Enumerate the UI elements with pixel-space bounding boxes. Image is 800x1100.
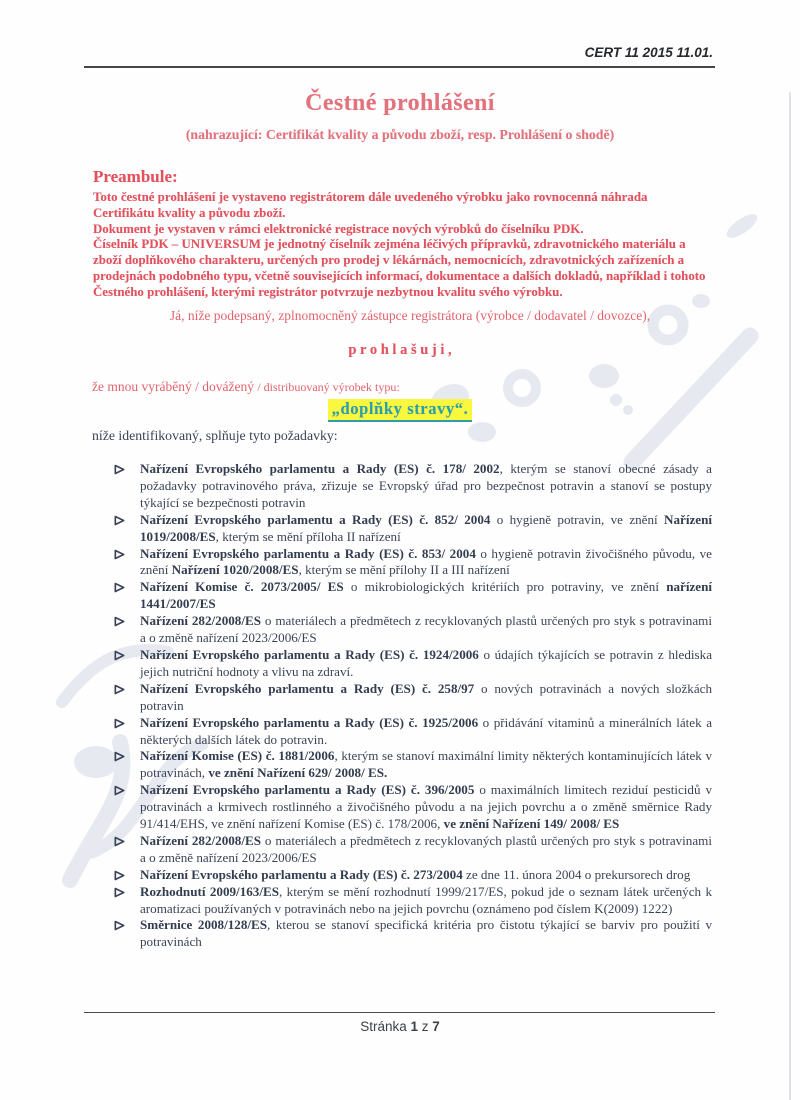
requirement-item bbox=[140, 715, 712, 749]
requirement-item bbox=[140, 884, 712, 918]
arrow-bullet-icon bbox=[114, 549, 125, 560]
arrow-bullet-icon bbox=[114, 616, 125, 627]
page-footer bbox=[0, 1019, 800, 1034]
requirement-text: Nařízení 282/2008/ES o materiálech a předmětech z recyklovaných plastů určených pro styk s potravinami a o změně nařízení 2023/2006/ES bbox=[140, 613, 712, 646]
preamble-paragraph: Číselník PDK – UNIVERSUM je jednotný číselník zejména léčivých přípravků, zdravotnického materiálu a zboží doplňkového charakteru, určených pro prodej v lékárnách, nemocnicích, zdravotnických zařízeních a prodejnách podobného typu, včetně souvisejících informací, dokumentace a dalších dokladů, například i tohoto Čestného prohlášení, kterými registrátor potvrzuje nezbytnou kvalitu svého výrobku. bbox=[93, 237, 706, 299]
document-ref-code: CERT 11 2015 11.01. bbox=[584, 45, 713, 60]
requirement-text: Nařízení Evropského parlamentu a Rady (ES) č. 1924/2006 o údajích týkajících se potravin z hlediska jejich nutriční hodnoty a vlivu na zdraví. bbox=[140, 646, 712, 679]
requirement-text: Nařízení Evropského parlamentu a Rady (ES) č. 1925/2006 o přidávání vitaminů a minerálních látek a některých dalších látek do potravin. bbox=[140, 714, 713, 747]
preamble-body bbox=[93, 190, 711, 301]
requirement-item bbox=[140, 833, 712, 867]
arrow-bullet-icon bbox=[114, 887, 125, 898]
requirement-text: Nařízení 282/2008/ES o materiálech a předmětech z recyklovaných plastů určených pro styk s potravinami a o změně nařízení 2023/2006/ES bbox=[140, 832, 712, 865]
product-type-line bbox=[92, 379, 400, 395]
requirement-text: Nařízení Evropského parlamentu a Rady (ES) č. 396/2005 o maximálních limitech reziduí pesticidů v potravinách a krmivech rostlinného a živočišného původu a na jejich povrchu a o změně směrnice Rady 91/414/EHS, ve znění nařízení Komise (ES) č. 178/2006, ve znění Nařízení 149/ 2008/ ES bbox=[140, 782, 712, 832]
requirement-text: Nařízení Evropského parlamentu a Rady (ES) č. 853/ 2004 o hygieně potravin živočišného původu, ve znění Nařízení 1020/2008/ES, kterým se mění přílohy II a III nařízení bbox=[140, 545, 712, 578]
footer-page-number: 1 bbox=[410, 1019, 418, 1034]
requirements-intro: níže identifikovaný, splňuje tyto požadavky: bbox=[92, 428, 338, 443]
declaration-verb: p r o h l a š u j i , bbox=[348, 342, 452, 358]
requirement-item bbox=[140, 748, 712, 782]
requirement-item bbox=[140, 867, 712, 884]
requirement-text: Nařízení Evropského parlamentu a Rady (ES) č. 178/ 2002, kterým se stanoví obecné zásady a požadavky potravinového práva, zřizuje se Evropský úřad pro bezpečnost potravin a stanoví se postupy týkající se bezpečnosti potravin bbox=[140, 461, 712, 510]
requirement-text: Nařízení Evropského parlamentu a Rady (ES) č. 258/97 o nových potravinách a nových složkách potravin bbox=[140, 680, 712, 713]
footer-of-word: z bbox=[421, 1019, 429, 1034]
requirement-item bbox=[140, 782, 712, 833]
arrow-bullet-icon bbox=[114, 870, 125, 881]
arrow-bullet-icon bbox=[114, 582, 125, 593]
arrow-bullet-icon bbox=[114, 464, 125, 475]
document-title: Čestné prohlášení bbox=[305, 90, 495, 116]
arrow-bullet-icon bbox=[114, 684, 125, 695]
footer-total-pages: 7 bbox=[432, 1019, 440, 1034]
requirement-text: Směrnice 2008/128/ES, kterou se stanoví specifická kritéria pro čistotu týkající se barviv pro použití v potravinách bbox=[140, 917, 713, 950]
requirement-item bbox=[140, 546, 712, 580]
requirement-text: Nařízení Evropského parlamentu a Rady (ES) č. 273/2004 ze dne 11. února 2004 o prekursorech drog bbox=[140, 866, 691, 882]
arrow-bullet-icon bbox=[114, 515, 125, 526]
requirement-text: Rozhodnutí 2009/163/ES, kterým se mění rozhodnutí 1999/217/ES, pokud jde o seznam látek určených k aromatizaci používaných v potravinách nebo na jejich povrchu (oznámeno pod číslem K(2009) 1222) bbox=[140, 883, 712, 916]
product-type-highlight-row bbox=[0, 399, 800, 422]
footer-rule bbox=[84, 1012, 715, 1013]
header-rule bbox=[84, 66, 715, 68]
product-type-line-secondary: / distribuovaný výrobek typu: bbox=[257, 380, 400, 394]
arrow-bullet-icon bbox=[114, 718, 125, 729]
requirement-item bbox=[140, 579, 712, 613]
requirement-item bbox=[140, 681, 712, 715]
requirement-text: Nařízení Komise (ES) č. 1881/2006, kterým se stanoví maximální limity některých kontaminujících látek v potravinách, ve znění Nařízení 629/ 2008/ ES. bbox=[140, 748, 713, 781]
preamble-heading: Preambule: bbox=[93, 167, 178, 186]
requirement-text: Nařízení Komise č. 2073/2005/ ES o mikrobiologických kritériích pro potraviny, ve znění nařízení 1441/2007/ES bbox=[140, 579, 713, 612]
preamble-paragraph: Toto čestné prohlášení je vystaveno registrátorem dále uvedeného výrobku jako rovnocenná náhrada Certifikátu kvality a původu zboží. bbox=[93, 190, 648, 220]
footer-label: Stránka bbox=[360, 1019, 407, 1034]
arrow-bullet-icon bbox=[114, 751, 125, 762]
requirement-text: Nařízení Evropského parlamentu a Rady (ES) č. 852/ 2004 o hygieně potravin, ve znění Nařízení 1019/2008/ES, kterým se mění příloha II nařízení bbox=[140, 511, 712, 544]
requirement-item bbox=[140, 512, 712, 546]
arrow-bullet-icon bbox=[114, 785, 125, 796]
arrow-bullet-icon bbox=[114, 836, 125, 847]
product-type-line-main: že mnou vyráběný / dovážený bbox=[92, 379, 258, 394]
requirements-list bbox=[140, 461, 712, 951]
requirement-item bbox=[140, 647, 712, 681]
arrow-bullet-icon bbox=[114, 920, 125, 931]
requirement-item bbox=[140, 917, 712, 951]
requirement-item bbox=[140, 613, 712, 647]
product-type-value: „doplňky stravy“. bbox=[328, 399, 473, 422]
preamble-paragraph: Dokument je vystaven v rámci elektronické registrace nových výrobků do číselníku PDK. bbox=[93, 221, 584, 236]
declarant-line: Já, níže podepsaný, zplnomocněný zástupce registrátora (výrobce / dodavatel / dovozce), bbox=[169, 308, 651, 323]
requirement-item bbox=[140, 461, 712, 512]
document-subtitle: (nahrazující: Certifikát kvality a původu zboží, resp. Prohlášení o shodě) bbox=[185, 127, 615, 142]
arrow-bullet-icon bbox=[114, 650, 125, 661]
